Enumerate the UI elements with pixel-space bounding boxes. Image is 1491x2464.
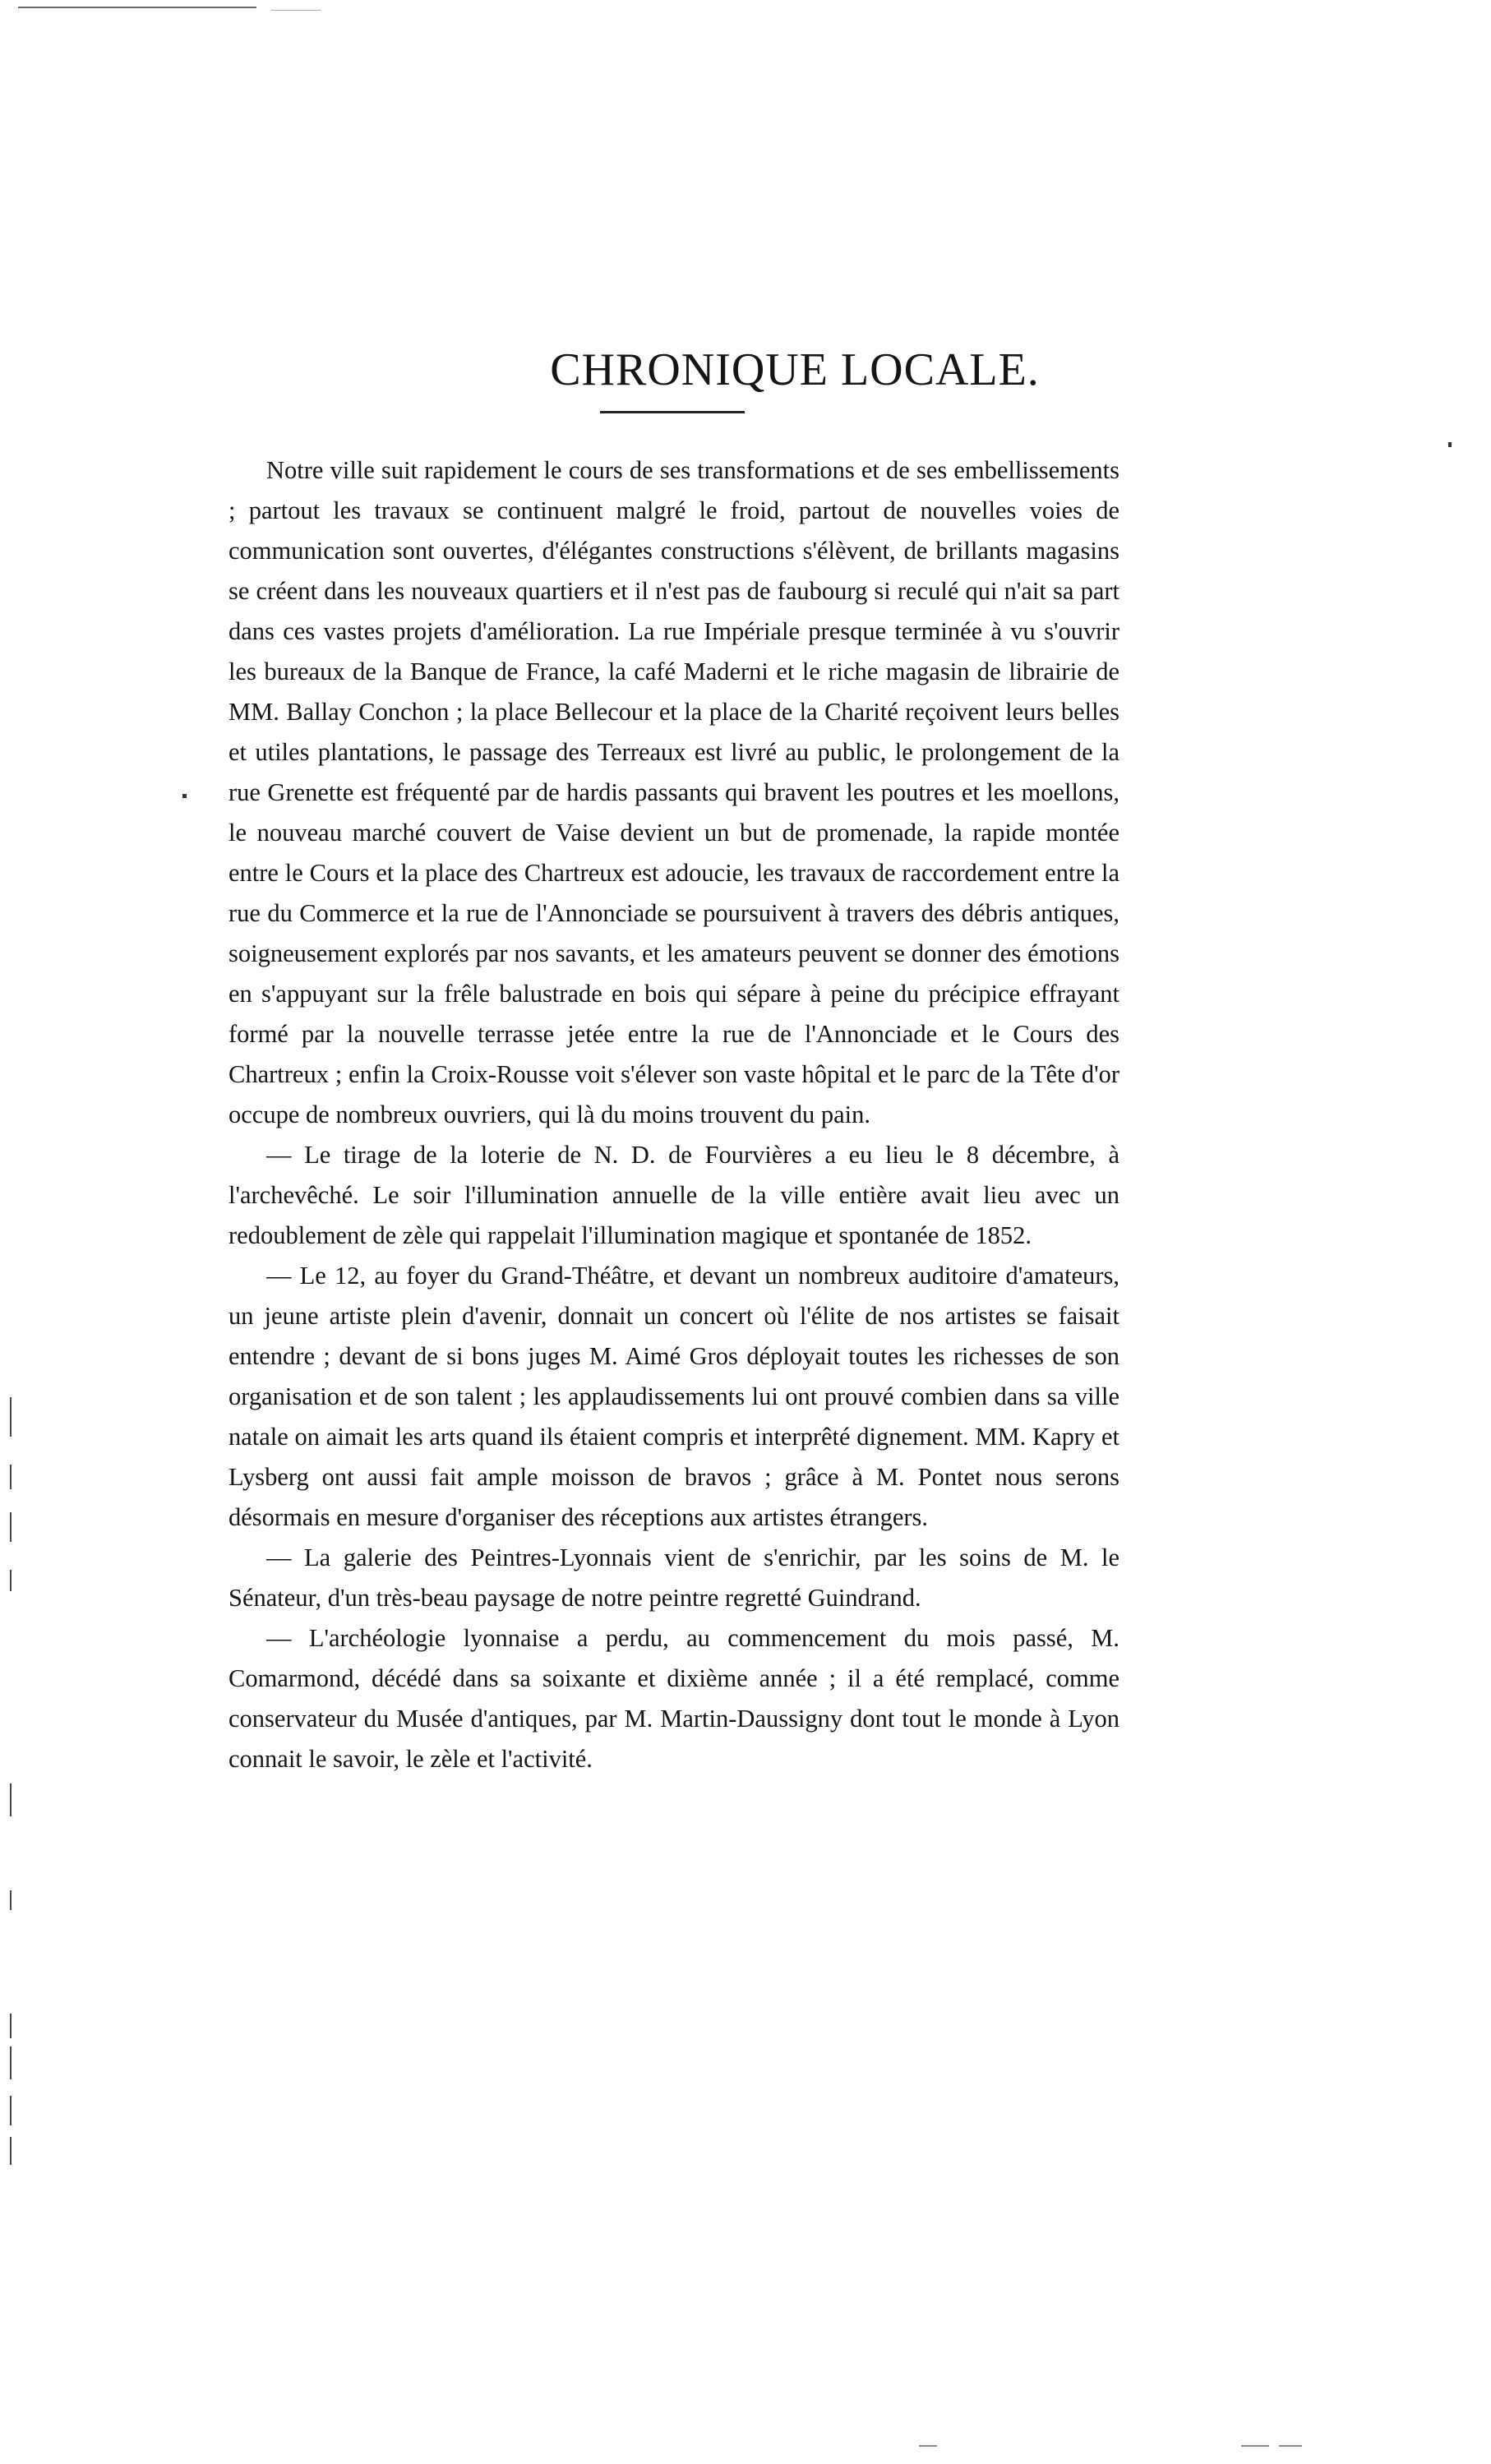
scan-margin-mark (10, 1465, 12, 1489)
article-title: CHRONIQUE LOCALE. (550, 344, 1040, 395)
scan-margin-mark (10, 2137, 12, 2165)
article-body (228, 450, 1119, 1779)
scan-bottom-mark (1241, 2445, 1269, 2447)
scan-margin-mark (10, 1783, 12, 1816)
paragraph: — L'archéologie lyonnaise a perdu, au commencement du mois passé, M. Comarmond, décédé dans sa soixante et dixième année ; il a été remplacé, comme conservateur du Musée d'antiques, par M. Martin-Daussigny dont tout le monde à Lyon connait le savoir, le zèle et l'activité. (228, 1624, 1119, 1773)
paragraph: Notre ville suit rapidement le cours de ses transformations et de ses embellissements ; partout les travaux se continuent malgré le froid, partout de nouvelles voies de communication sont ouvertes, d'élégantes constructions s'élèvent, de brillants magasins se créent dans les nouveaux quartiers et il n'est pas de faubourg si reculé qui n'ait sa part dans ces vastes projets d'amélioration. La rue Impériale presque terminée à vu s'ouvrir les bureaux de la Banque de France, la café Maderni et le riche magasin de librairie de MM. Ballay Conchon ; la place Bellecour et la place de la Charité reçoivent leurs belles et utiles plantations, le passage des Terreaux est livré au public, le prolongement de la rue Grenette est fréquenté par de hardis passants qui bravent les poutres et les moellons, le nouveau marché couvert de Vaise devient un but de promenade, la rapide montée entre le Cours et la place des Chartreux est adoucie, les travaux de raccordement entre la rue du Commerce et la rue de l'Annonciade se poursuivent à travers des débris antiques, soigneusement explorés par nos savants, et les amateurs peuvent se donner des émotions en s'appuyant sur la frêle balustrade en bois qui sépare à peine du précipice effrayant formé par la nouvelle terrasse jetée entre la rue de l'Annonciade et le Cours des Chartreux ; enfin la Croix-Rousse voit s'élever son vaste hôpital et le parc de la Tête d'or occupe de nombreux ouvriers, qui là du moins trouvent du pain. (228, 456, 1119, 1128)
title-rule (600, 411, 745, 413)
paragraph: — Le 12, au foyer du Grand-Théâtre, et devant un nombreux auditoire d'amateurs, un jeune artiste plein d'avenir, donnait un concert où l'élite de nos artistes se faisait entendre ; devant de si bons juges M. Aimé Gros déployait toutes les richesses de son organisation et de son talent ; les applaudissements lui ont prouvé combien dans sa ville natale on aimait les arts quand ils étaient compris et interprêté dignement. MM. Kapry et Lysberg ont aussi fait ample moisson de bravos ; grâce à M. Pontet nous serons désormais en mesure d'organiser des réceptions aux artistes étrangers. (228, 1262, 1119, 1531)
scan-margin-mark (10, 1512, 12, 1542)
scan-margin-mark (10, 1397, 12, 1437)
scan-margin-mark (10, 2014, 12, 2038)
scan-margin-mark (10, 2096, 12, 2125)
scan-margin-mark (10, 2046, 12, 2079)
scan-edge-rule (271, 10, 321, 11)
scan-margin-mark (10, 1890, 12, 1910)
scan-bottom-mark (1279, 2445, 1302, 2447)
scan-speck (182, 794, 187, 798)
paragraph: — La galerie des Peintres-Lyonnais vient de s'enrichir, par les soins de M. le Sénateur, d'un très-beau paysage de notre peintre regretté Guindrand. (228, 1543, 1119, 1612)
paragraph: — Le tirage de la loterie de N. D. de Fourvières a eu lieu le 8 décembre, à l'archevêché. Le soir l'illumination annuelle de la ville entière avait lieu avec un redoublement de zèle qui rappelait l'illumination magique et spontanée de 1852. (228, 1141, 1119, 1249)
scan-bottom-mark (919, 2445, 937, 2447)
scan-speck (1448, 442, 1452, 447)
scan-margin-mark (10, 1570, 12, 1591)
scan-edge-rule (18, 7, 256, 8)
